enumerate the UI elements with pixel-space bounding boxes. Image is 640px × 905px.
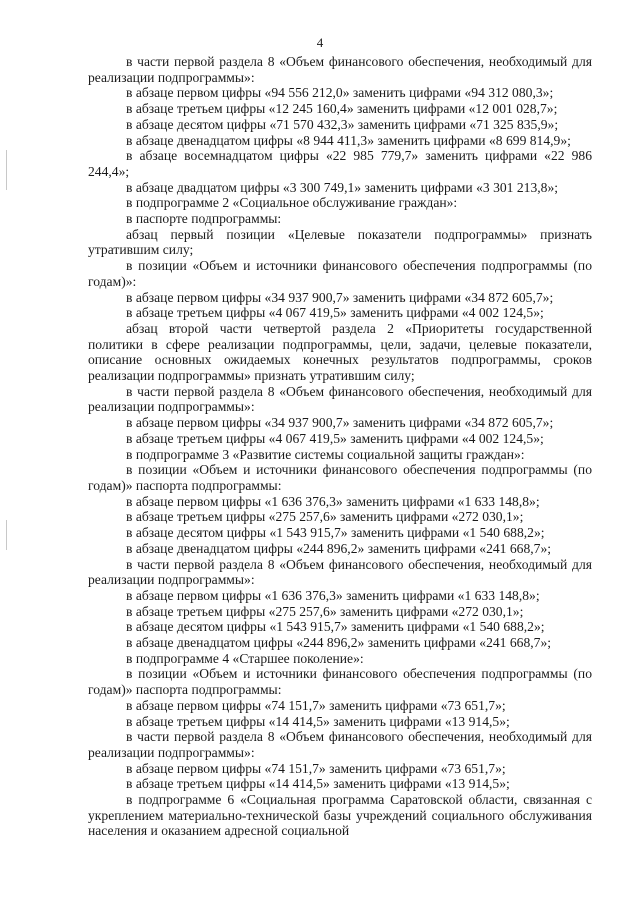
paragraph: в абзаце восемнадцатом цифры «22 985 779,7» заменить цифрами «22 986 244,4»;	[88, 148, 592, 179]
document-body	[88, 54, 592, 839]
paragraph: в абзаце десятом цифры «1 543 915,7» заменить цифрами «1 540 688,2»;	[126, 525, 545, 541]
paragraph: в абзаце первом цифры «34 937 900,7» заменить цифрами «34 872 605,7»;	[126, 289, 554, 305]
paragraph: в позиции «Объем и источники финансового обеспечения подпрограммы (по годам)» паспорта подпрограммы:	[88, 462, 592, 493]
paragraph: в абзаце первом цифры «74 151,7» заменить цифрами «73 651,7»;	[126, 697, 506, 713]
paragraph: в абзаце двенадцатом цифры «244 896,2» заменить цифрами «241 668,7»;	[126, 635, 552, 651]
paragraph: в абзаце первом цифры «94 556 212,0» заменить цифрами «94 312 080,3»;	[126, 85, 554, 101]
paragraph: в абзаце третьем цифры «275 257,6» заменить цифрами «272 030,1»;	[126, 509, 524, 525]
page-number: 4	[316, 35, 324, 50]
paragraph: в позиции «Объем и источники финансового обеспечения подпрограммы (по годам)»:	[88, 258, 592, 289]
paragraph: в абзаце третьем цифры «275 257,6» заменить цифрами «272 030,1»;	[126, 603, 524, 619]
paragraph: в абзаце первом цифры «1 636 376,3» заменить цифрами «1 633 148,8»;	[126, 587, 540, 603]
paragraph: в абзаце третьем цифры «14 414,5» заменить цифрами «13 914,5»;	[126, 776, 510, 792]
paragraph: в абзаце двадцатом цифры «3 300 749,1» заменить цифрами «3 301 213,8»;	[126, 179, 559, 195]
paragraph: в части первой раздела 8 «Объем финансового обеспечения, необходимый для реализации подпрограммы»:	[88, 54, 592, 85]
paragraph: в абзаце двенадцатом цифры «8 944 411,3» заменить цифрами «8 699 814,9»;	[126, 132, 571, 148]
paragraph: в абзаце десятом цифры «71 570 432,3» заменить цифрами «71 325 835,9»;	[126, 116, 559, 132]
paragraph: в абзаце двенадцатом цифры «244 896,2» заменить цифрами «241 668,7»;	[126, 540, 552, 556]
scan-edge-mark	[6, 150, 7, 190]
paragraph: в абзаце третьем цифры «14 414,5» заменить цифрами «13 914,5»;	[126, 713, 510, 729]
paragraph: в абзаце первом цифры «34 937 900,7» заменить цифрами «34 872 605,7»;	[126, 415, 554, 431]
paragraph: в абзаце первом цифры «74 151,7» заменить цифрами «73 651,7»;	[126, 760, 506, 776]
paragraph: в абзаце третьем цифры «12 245 160,4» заменить цифрами «12 001 028,7»;	[126, 101, 558, 117]
paragraph: в позиции «Объем и источники финансового обеспечения подпрограммы (по годам)» паспорта подпрограммы:	[88, 666, 592, 698]
paragraph: в паспорте подпрограммы:	[126, 211, 282, 227]
paragraph: в подпрограмме 4 «Старшее поколение»:	[126, 650, 364, 666]
paragraph: в абзаце третьем цифры «4 067 419,5» заменить цифрами «4 002 124,5»;	[126, 305, 544, 321]
paragraph: в подпрограмме 2 «Социальное обслуживание граждан»:	[126, 195, 458, 211]
paragraph: в подпрограмме 3 «Развитие системы социальной защиты граждан»:	[126, 446, 525, 462]
paragraph: в абзаце первом цифры «1 636 376,3» заменить цифрами «1 633 148,8»;	[126, 493, 540, 509]
paragraph: абзац второй части четвертой раздела 2 «Приоритеты государственной политики в сфере реализации подпрограммы, цели, задачи, целевые показатели, описание основных ожидаемых конечных результатов подпрограммы, сроков реализации подпрограммы» признать утратившим силу;	[88, 320, 592, 384]
paragraph: в подпрограмме 6 «Социальная программа Саратовской области, связанная с укреплением материально-технической базы учреждений социального обслуживания населения и оказанием адресной социальной	[88, 792, 592, 839]
paragraph: в абзаце третьем цифры «4 067 419,5» заменить цифрами «4 002 124,5»;	[126, 430, 544, 446]
scan-edge-mark	[6, 520, 7, 550]
paragraph: в абзаце десятом цифры «1 543 915,7» заменить цифрами «1 540 688,2»;	[126, 619, 545, 635]
paragraph: в части первой раздела 8 «Объем финансового обеспечения, необходимый для реализации подпрограммы»:	[88, 556, 592, 588]
paragraph: абзац первый позиции «Целевые показатели подпрограммы» признать утратившим силу;	[88, 226, 592, 258]
paragraph: в части первой раздела 8 «Объем финансового обеспечения, необходимый для реализации подпрограммы»:	[88, 383, 592, 415]
paragraph: в части первой раздела 8 «Объем финансового обеспечения, необходимый для реализации подпрограммы»:	[88, 729, 592, 760]
